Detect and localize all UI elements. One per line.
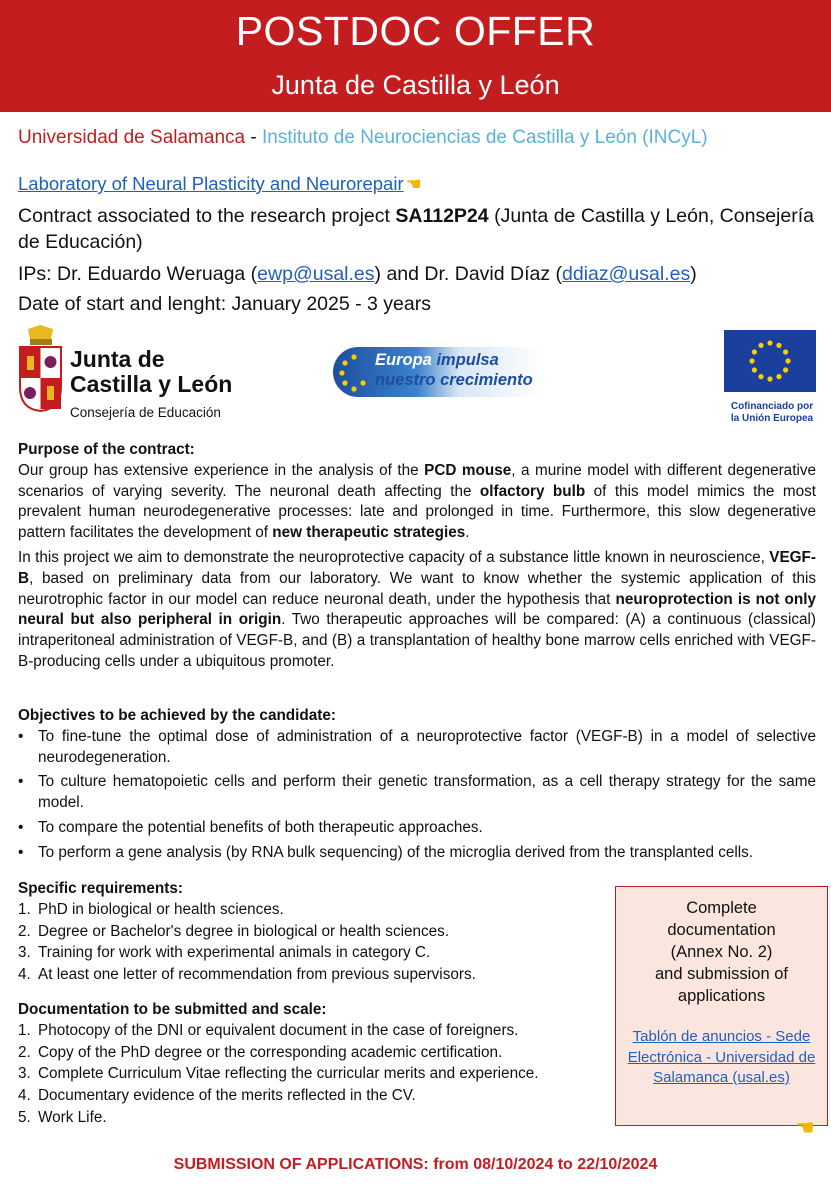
date-line: Date of start and lenght: January 2025 - 3 years xyxy=(18,293,431,315)
jcyl-line1: Junta de xyxy=(70,346,165,372)
item-number: 3. xyxy=(18,944,31,962)
box-line: Complete xyxy=(686,899,757,917)
item-text: At least one letter of recommendation from previous supervisors. xyxy=(38,966,476,984)
ips-line xyxy=(18,261,814,287)
p2-text: In this project we aim to demonstrate the neuroprotective capacity of a substance little known in neuroscience, xyxy=(18,548,770,566)
list-item xyxy=(18,922,608,943)
ips-post: ) xyxy=(690,263,697,285)
coat-of-arms-icon xyxy=(18,325,63,413)
requirements-heading: Specific requirements: xyxy=(18,880,183,897)
item-text: Photocopy of the DNI or equivalent document in the case of foreigners. xyxy=(38,1021,519,1039)
eu-caption-line2: la Unión Europea xyxy=(730,413,814,424)
impulsa-word: impulsa xyxy=(436,351,499,369)
jcyl-line3: Consejería de Educación xyxy=(70,405,221,420)
p1-text: . xyxy=(465,524,470,542)
list-item xyxy=(18,900,608,921)
box-text xyxy=(616,897,827,1007)
ips-pre: IPs: Dr. Eduardo Weruaga ( xyxy=(18,263,258,285)
documentation-section xyxy=(18,1000,608,1130)
university-name: Universidad de Salamanca xyxy=(18,127,246,148)
p2-text: , based on preliminary data from our laboratory. We want to know whether the systemic application of this neurotrophic factor in our model can reduce neuronal death, under the hypothesis that xyxy=(18,569,816,608)
item-number: 1. xyxy=(18,900,31,918)
offer-subtitle: Junta de Castilla y León xyxy=(271,70,560,100)
eu-caption-line1: Cofinanciado por xyxy=(730,401,814,412)
box-line: documentation xyxy=(667,921,776,939)
p1-text: , a murine model with different degenerative scenarios of varying severity. The neuronal death affecting the xyxy=(18,461,816,500)
email-link-diaz[interactable]: ddiaz@usal.es xyxy=(562,263,691,285)
eu-stars-icon xyxy=(337,353,371,393)
objectives-section xyxy=(18,706,816,868)
item-number: 3. xyxy=(18,1065,31,1083)
box-line: (Annex No. 2) xyxy=(670,943,773,961)
europa-impulsa-logo xyxy=(333,345,553,400)
purpose-paragraph-2 xyxy=(18,548,816,673)
purpose-paragraph-1 xyxy=(18,461,816,544)
p1-bold: olfactory bulb xyxy=(479,482,586,500)
list-item xyxy=(18,1021,608,1042)
list-item: • To perform a gene analysis (by RNA bulk sequencing) of the microglia derived from the transplanted cells. xyxy=(18,843,816,864)
sede-electronica-link[interactable]: Tablón de anuncios - Sede Electrónica - Universidad de Salamanca (usal.es) xyxy=(627,1028,816,1086)
eu-flag-icon xyxy=(724,330,816,392)
purpose-heading: Purpose of the contract: xyxy=(18,441,195,458)
item-text: Degree or Bachelor's degree in biological or health sciences. xyxy=(38,922,450,940)
institute-name: Instituto de Neurociencias de Castilla y León (INCyL) xyxy=(261,127,708,148)
institution-line xyxy=(18,127,708,149)
box-line: and submission of xyxy=(655,965,788,983)
item-number: 4. xyxy=(18,1087,31,1105)
list-item xyxy=(18,1043,608,1064)
p1-text: of this model mimics the most prevalent human neurodegenerative processes: late and prolonged in time. Furthermore, this slow degenerative pattern facilitates the development of xyxy=(18,482,816,542)
documentation-heading: Documentation to be submitted and scale: xyxy=(18,1001,327,1018)
europa-line2: nuestro crecimiento xyxy=(375,371,533,389)
documentation-list xyxy=(18,1021,608,1129)
jcyl-logo xyxy=(18,325,243,425)
item-number: 2. xyxy=(18,922,31,940)
institution-separator: - xyxy=(245,127,262,148)
objectives-heading: Objectives to be achieved by the candidate: xyxy=(18,707,336,724)
lab-link-line xyxy=(18,173,422,195)
requirements-section xyxy=(18,879,608,987)
email-link-weruaga[interactable]: ewp@usal.es xyxy=(257,263,375,285)
list-item xyxy=(18,1086,608,1107)
project-code: SA112P24 xyxy=(395,205,489,227)
list-item xyxy=(18,965,608,986)
item-text: Complete Curriculum Vitae reflecting the curricular merits and experience. xyxy=(38,1065,539,1083)
contract-post: (Junta de Castilla y León, Consejería de Educación) xyxy=(18,205,814,253)
list-item xyxy=(18,943,608,964)
item-text: Documentary evidence of the merits reflected in the CV. xyxy=(38,1087,416,1105)
box-line: applications xyxy=(677,987,766,1005)
pointing-hand-icon: ☚ xyxy=(405,174,422,194)
europa-line1 xyxy=(375,351,499,370)
item-text: Training for work with experimental animals in category C. xyxy=(38,944,431,962)
contract-line xyxy=(18,203,814,255)
submission-info-box xyxy=(615,886,828,1140)
item-text: Work Life. xyxy=(38,1108,107,1126)
item-text: Copy of the PhD degree or the corresponding academic certification. xyxy=(38,1043,503,1061)
list-item: • To compare the potential benefits of both therapeutic approaches. xyxy=(18,818,816,839)
list-item: • To culture hematopoietic cells and perform their genetic transformation, as a cell therapy strategy for the same model. xyxy=(18,772,816,814)
list-item xyxy=(18,1064,608,1085)
contract-pre: Contract associated to the research project xyxy=(18,205,396,227)
objectives-list xyxy=(18,727,816,864)
item-number: 4. xyxy=(18,966,31,984)
eu-cofinanced-logo xyxy=(722,330,822,425)
purpose-section xyxy=(18,440,816,677)
p1-bold: PCD mouse xyxy=(424,461,512,479)
p2-bold: VEGF-B xyxy=(18,548,816,587)
item-number: 1. xyxy=(18,1021,31,1039)
submission-dates: SUBMISSION OF APPLICATIONS: from 08/10/2024 to 22/10/2024 xyxy=(173,1156,658,1173)
list-item: • To fine-tune the optimal dose of administration of a neuroprotective factor (VEGF-B) in a model of selective neurodegeneration. xyxy=(18,727,816,769)
eu-caption xyxy=(722,401,822,425)
item-number: 5. xyxy=(18,1108,31,1126)
header-banner xyxy=(0,0,831,112)
ips-mid: ) and Dr. David Díaz ( xyxy=(374,263,563,285)
p2-text: . Two therapeutic approaches will be compared: (A) a continuous (classical) intraperitoneal administration of VEGF-B, and (B) a transplantation of healthy bone marrow cells enriched with VEGF-B-producing cells under a ubiquitous promoter. xyxy=(18,611,816,670)
item-text: PhD in biological or health sciences. xyxy=(38,900,284,918)
p1-text: Our group has extensive experience in the analysis of the xyxy=(18,461,425,479)
europa-word: Europa xyxy=(375,351,432,369)
offer-title: POSTDOC OFFER xyxy=(235,8,596,54)
item-number: 2. xyxy=(18,1043,31,1061)
lab-link[interactable]: Laboratory of Neural Plasticity and Neurorepair xyxy=(18,173,404,194)
p1-bold: new therapeutic strategies xyxy=(272,524,466,542)
requirements-list xyxy=(18,900,608,986)
pointing-hand-icon: ☚ xyxy=(795,1115,815,1140)
list-item xyxy=(18,1108,608,1129)
p2-bold: neuroprotection is not only neural but also peripheral in origin xyxy=(18,590,816,629)
jcyl-line2: Castilla y León xyxy=(70,371,233,397)
